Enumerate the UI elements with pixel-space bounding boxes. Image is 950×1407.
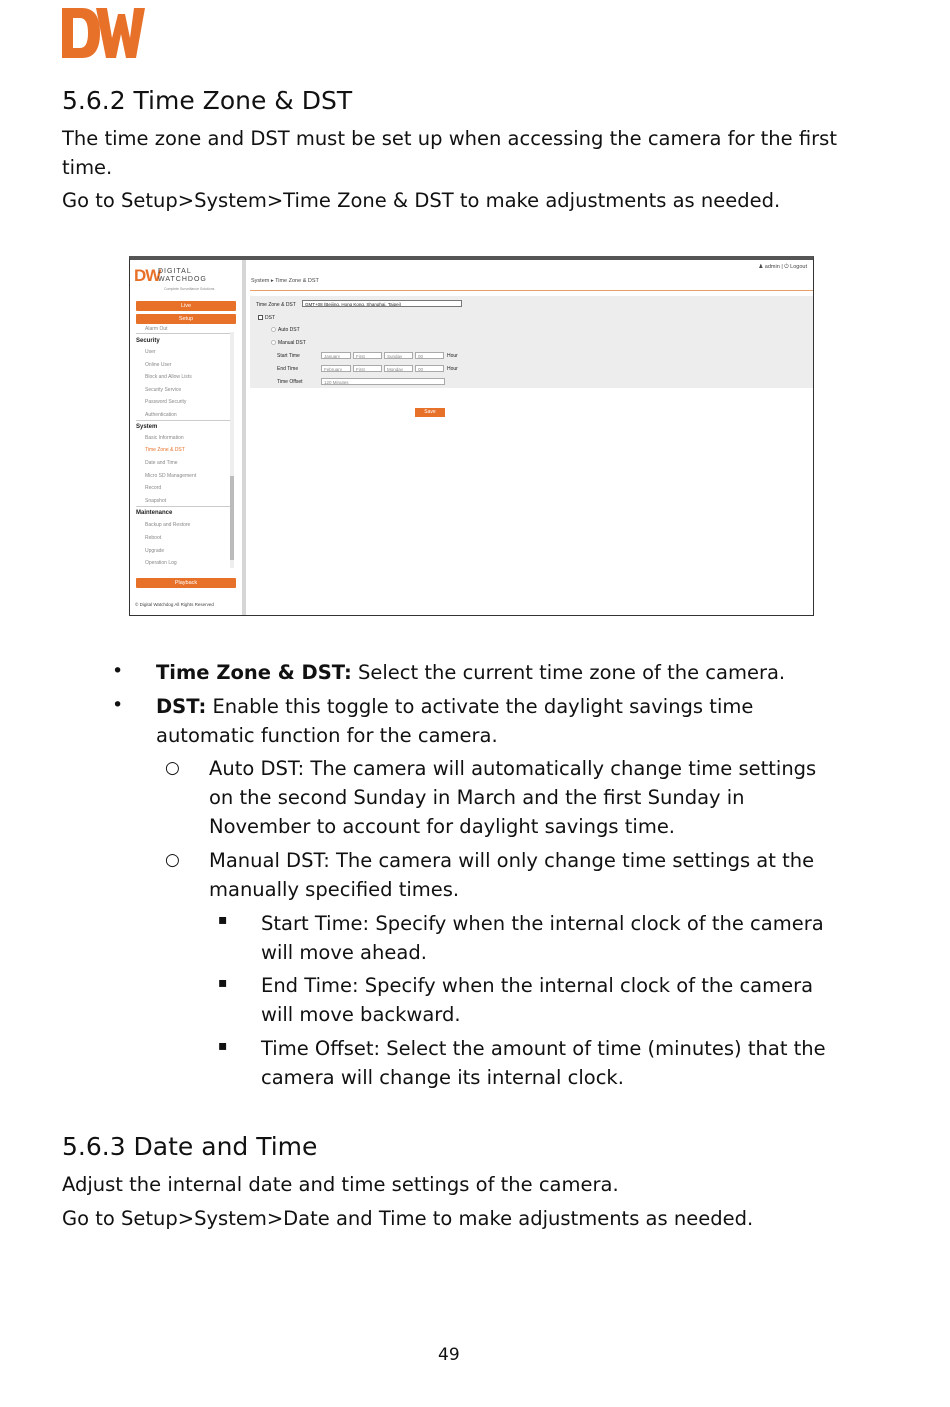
logout-link[interactable]: Logout [790,264,807,270]
setup-button[interactable]: Setup [136,314,236,324]
bullet-text: Select the current time zone of the camera. [351,661,786,684]
start-time-line-2: will move ahead. [261,941,427,964]
sidebar-divider [136,333,230,334]
start-hour-select[interactable]: 00 [415,352,444,359]
time-offset-label: Time Offset [277,379,303,385]
dst-checkbox[interactable] [258,315,263,320]
bullet-dot: • [112,694,124,716]
sidebar-group-maintenance[interactable]: Maintenance [136,510,173,516]
section-heading-time-zone: 5.6.2 Time Zone & DST [62,86,353,115]
breadcrumb-underline [250,290,813,291]
sidebar-item-block-allow[interactable]: Block and Allow Lists [145,374,192,380]
sidebar-item-backup-restore[interactable]: Backup and Restore [145,522,191,528]
goto-instruction: Go to Setup>System>Time Zone & DST to make adjustments as needed. [62,189,781,212]
time-zone-select[interactable]: GMT+08 (Beijing, Hong Kong, Shanghai, Taipei) [302,300,462,307]
bullet-term: DST: [156,695,207,718]
sidebar-item-micro-sd[interactable]: Micro SD Management [145,473,197,479]
sidebar-item-security-service[interactable]: Security Service [145,387,182,393]
auto-dst-line-1: Auto DST: The camera will automatically change time settings [209,757,817,780]
end-hour-select[interactable]: 00 [415,365,444,372]
sidebar-item-authentication[interactable]: Authentication [145,412,177,418]
end-time-label: End Time [277,366,299,372]
auto-dst-label: Auto DST [278,327,300,333]
end-week-select[interactable]: First [353,365,382,372]
auto-dst-line-3: November to account for daylight savings time. [209,815,676,838]
start-week-select[interactable]: First [353,352,382,359]
sidebar-item-upgrade[interactable]: Upgrade [145,548,165,554]
dw-logo [60,6,146,60]
square-bullet: ▪ [218,912,228,928]
dst-label: DST [265,315,275,321]
bullet-dot: • [112,660,124,682]
breadcrumb [251,278,319,284]
section-heading-date-time: 5.6.3 Date and Time [62,1132,318,1161]
sidebar-item-online-user[interactable]: Online User [145,362,172,368]
breadcrumb-page: Time Zone & DST [275,278,319,284]
setup-sidebar [130,260,242,615]
time-zone-label: Time Zone & DST [256,302,296,308]
sidebar-item-password-security[interactable]: Password Security [145,399,187,405]
start-month-select[interactable]: January [321,352,351,359]
start-time-line-1: Start Time: Specify when the internal clock of the camera [261,912,824,935]
end-time-line-2: will move backward. [261,1003,461,1026]
time-zone-form [250,296,813,388]
date-time-intro: Adjust the internal date and time settings of the camera. [62,1173,619,1196]
end-day-select[interactable]: Monday [384,365,413,372]
square-bullet: ▪ [218,1038,228,1054]
auto-dst-line-2: on the second Sunday in March and the first Sunday in [209,786,745,809]
auto-dst-radio[interactable] [271,327,276,332]
settings-main [246,260,813,615]
copyright-text: © Digital Watchdog All Rights Reserved [135,602,214,607]
sidebar-group-system[interactable]: System [136,424,158,430]
intro-line-1: The time zone and DST must be set up when accessing the camera for the first [62,127,837,150]
date-time-goto: Go to Setup>System>Date and Time to make adjustments as needed. [62,1207,754,1230]
page-number: 49 [438,1345,460,1365]
time-offset-line-2: camera will change its internal clock. [261,1066,624,1089]
sidebar-divider [136,420,230,421]
breadcrumb-root[interactable]: System [251,278,270,284]
sidebar-item-time-zone-dst[interactable]: Time Zone & DST [145,447,185,453]
start-hour-unit: Hour [447,353,458,359]
manual-dst-label: Manual DST [278,340,306,346]
circle-bullet: ○ [165,758,180,778]
sidebar-group-security[interactable]: Security [136,338,160,344]
end-hour-unit: Hour [447,366,458,372]
sidebar-item-date-time[interactable]: Date and Time [145,460,178,466]
bullet-dst-line-2: automatic function for the camera. [156,724,498,747]
start-time-label: Start Time [277,353,300,359]
bullet-term: Time Zone & DST: [156,661,352,684]
sidebar-divider [136,506,230,507]
sidebar-item-user[interactable]: User [145,349,156,355]
manual-dst-line-1: Manual DST: The camera will only change time settings at the [209,849,815,872]
sidebar-scroll-thumb[interactable] [230,476,234,560]
bullet-text: Enable this toggle to activate the daylight savings time [206,695,754,718]
sidebar-item-snapshot[interactable]: Snapshot [145,498,167,504]
playback-button[interactable]: Playback [136,578,236,588]
bullet-dst [156,692,753,721]
power-icon[interactable]: ⏻ [784,264,789,270]
save-button[interactable]: Save [415,408,445,417]
square-bullet: ▪ [218,975,228,991]
manual-dst-line-2: manually specified times. [209,878,460,901]
sidebar-item-basic-information[interactable]: Basic Information [145,435,184,441]
topbar-separator: | [781,264,783,270]
manual-dst-radio[interactable] [271,340,276,345]
sidebar-item-alarm-out[interactable]: Alarm Out [145,326,168,332]
end-time-line-1: End Time: Specify when the internal clock of the camera [261,974,814,997]
live-button[interactable]: Live [136,301,236,311]
sidebar-item-reboot[interactable]: Reboot [145,535,162,541]
sidebar-item-record[interactable]: Record [145,485,162,491]
breadcrumb-arrow-icon: ▸ [270,278,274,284]
digital-watchdog-logo: DW DIGITAL WATCHDOG Complete Surveillance Solutions [134,266,215,291]
sidebar-item-operation-log[interactable]: Operation Log [145,560,177,566]
time-offset-select[interactable]: 120 Minutes [321,378,445,385]
time-zone-screenshot [129,256,814,616]
admin-link[interactable]: admin [764,264,780,270]
time-offset-line-1: Time Offset: Select the amount of time (minutes) that the [261,1037,826,1060]
circle-bullet: ○ [165,850,180,870]
bullet-time-zone [156,658,785,687]
start-day-select[interactable]: Sunday [384,352,413,359]
user-icon: ♟ [758,264,764,270]
intro-line-2: time. [62,156,113,179]
top-user-bar [758,264,807,271]
end-month-select[interactable]: February [321,365,351,372]
